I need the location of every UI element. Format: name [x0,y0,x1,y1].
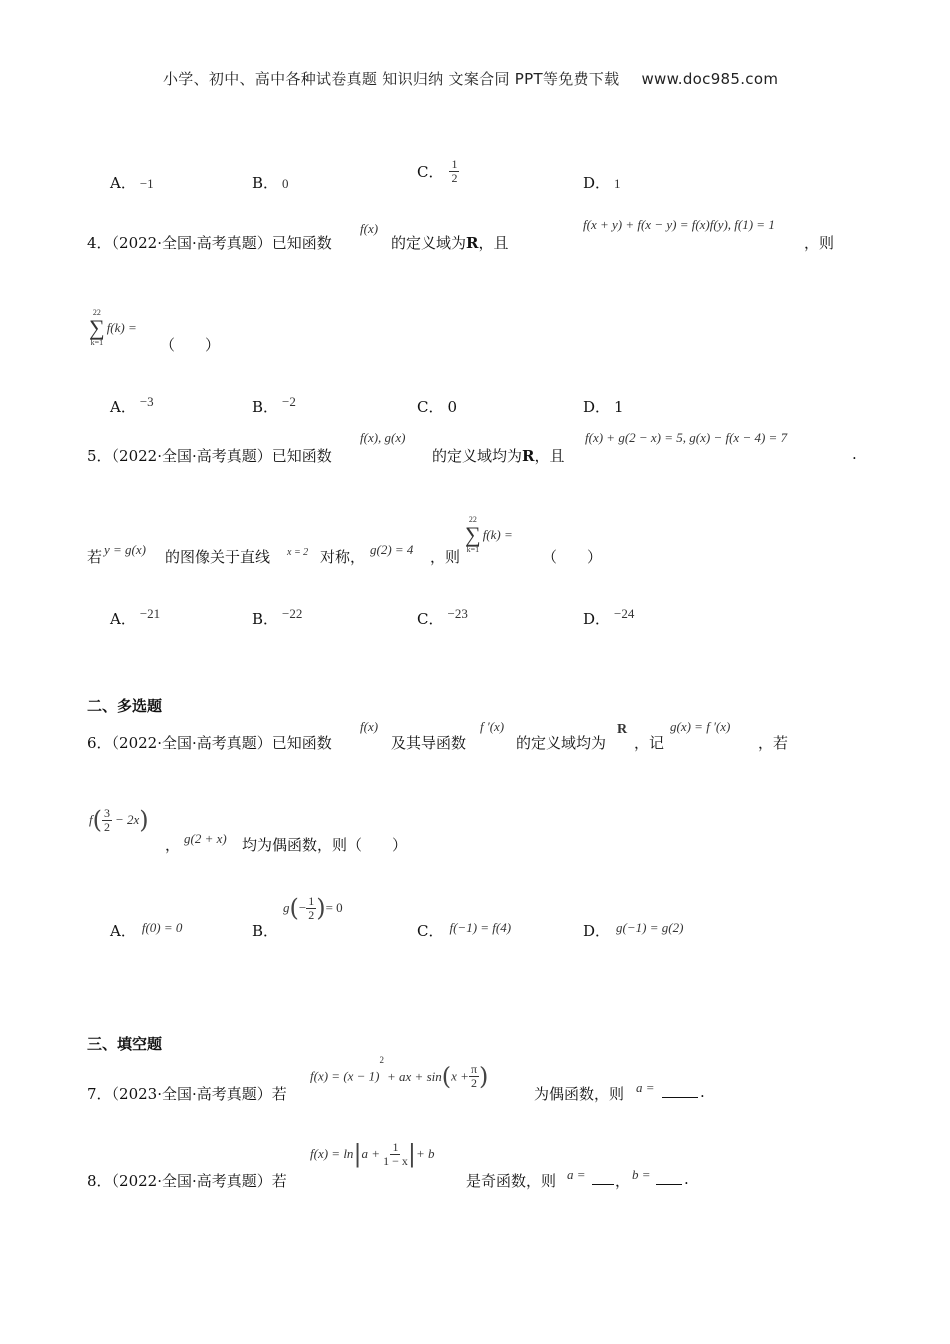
q7-stem-end: 为偶函数，则 [534,1085,625,1103]
q6-line2-comma: ， [165,836,181,854]
q4-stem-line1: 4．（2022·全国·高考真题）已知函数 [87,234,332,252]
q6-stem-note: ，记 [634,734,665,752]
fraction: $\frac{1}{2}$ [308,893,315,922]
fraction: $\frac{3}{2}$ [104,805,110,834]
q4-answer-paren: （ ） [160,336,221,354]
q8-stem-end: 是奇函数，则 [466,1172,557,1190]
sigma-symbol: 22 ∑ k=1 [465,515,481,554]
q4-condition: f(x + y) + f(x − y) = f(x)f(y), f(1) = 1 [583,217,775,232]
q6-g2x: g(2 + x) [184,831,227,846]
q3-option-c: C． $\frac{1}{2}$ [417,157,458,185]
q5-line2-then: ，则 [430,548,461,566]
q5-option-a: A． −21 [110,606,161,628]
q7-expression: $f(x) = (x - 1)^2+$ ax + sin(x + $\frac{\pi}{2}$ ) [310,1055,489,1091]
q3-option-a: A． −1 [110,174,154,192]
q8-b: b = [632,1167,651,1182]
q8-answer-blank-a[interactable] [592,1170,614,1185]
q8-a: a = [567,1167,586,1182]
sigma-symbol: 22 ∑ k=1 [89,308,105,347]
q5-stem-mid: 的定义域均为R，且 [432,447,565,465]
header-site: www.doc985.com [641,70,779,88]
q8-period: . [684,1170,689,1188]
q6-gdef: g(x) = f ′(x) [670,719,731,734]
q6-stem-mid: 及其导函数 [391,734,467,752]
q5-stem-line1: 5．（2022·全国·高考真题）已知函数 [87,447,332,465]
q6-condition-f: f( $\frac{3}{2}$ − 2x) [89,805,149,834]
q4-fx: f(x) [360,221,379,236]
q6-line2-end: 均为偶函数，则（ ） [242,836,408,854]
q5-line2-start: 若 [87,548,103,566]
q6-option-b-expr: g(− $\frac{1}{2}$ )= 0 [283,893,343,922]
q6-option-a: A． f(0) = 0 [110,920,183,940]
q8-expression: f(x) = ln|a + $\frac{1}{1 - x}$ |+ b [310,1139,435,1168]
q4-option-d: D． 1 [583,398,624,416]
q8-sep: ， [615,1172,631,1190]
q6-R: R [617,722,628,737]
q6-option-d: D． g(−1) = g(2) [583,920,684,940]
fraction: $\frac{1}{1 - x}$ [383,1139,408,1168]
q6-option-c: C． f(−1) = f(4) [417,920,512,940]
q4-stem-end: ，则 [804,234,835,252]
q4-stem-mid: 的定义域为R，且 [391,234,509,252]
q5-line2-mid: 的图像关于直线 [165,548,271,566]
q6-stem-domain: 的定义域均为 [516,734,607,752]
q4-sum: 22 ∑ k=1 f(k) = [89,308,137,347]
section-title-fill-blank: 三、填空题 [87,1035,163,1053]
q5-line2-sym: 对称， [320,548,366,566]
q6-option-b-label: B． [252,922,279,940]
q6-stem-line1: 6．（2022·全国·高考真题）已知函数 [87,734,332,752]
q4-option-c: C． 0 [417,398,458,416]
q6-stem-end: ，若 [758,734,789,752]
page-header [163,68,778,89]
section-title-multi-choice: 二、多选题 [87,697,163,715]
q5-stem-end: . [852,445,857,463]
q5-condition: f(x) + g(2 − x) = 5, g(x) − f(x − 4) = 7 [585,430,788,445]
fraction: $\frac{1}{2}$ [451,157,458,185]
q7-period: . [700,1083,705,1101]
q4-option-b: B． −2 [252,394,296,416]
q6-fx: f(x) [360,719,379,734]
q5-answer-paren: （ ） [542,548,603,566]
q8-answer-blank-b[interactable] [656,1170,682,1185]
q7-answer-blank[interactable] [662,1083,698,1098]
q8-stem-start: 8．（2022·全国·高考真题）若 [87,1172,287,1190]
q3-option-d: D． 1 [583,174,621,192]
q4-option-a: A． −3 [110,394,154,416]
header-text: 小学、初中、高中各种试卷真题 知识归纳 文案合同 PPT等免费下载 [163,70,620,88]
q3-option-b: B． 0 [252,174,289,192]
q5-option-c: C． −23 [417,606,468,628]
fraction: $\frac{\pi}{2}$ [470,1062,477,1090]
q7-a: a = [636,1080,655,1095]
q5-sum: 22 ∑ k=1 f(k) = [465,515,513,554]
q5-g2: g(2) = 4 [370,542,414,557]
q7-stem-start: 7．（2023·全国·高考真题）若 [87,1085,287,1103]
q5-x2: x = 2 [287,547,309,558]
q5-ygx: y = g(x) [104,542,146,557]
q5-option-b: B． −22 [252,606,303,628]
q6-fpx: f ′(x) [480,719,505,734]
q5-option-d: D． −24 [583,606,635,628]
q5-fg: f(x), g(x) [360,430,406,445]
